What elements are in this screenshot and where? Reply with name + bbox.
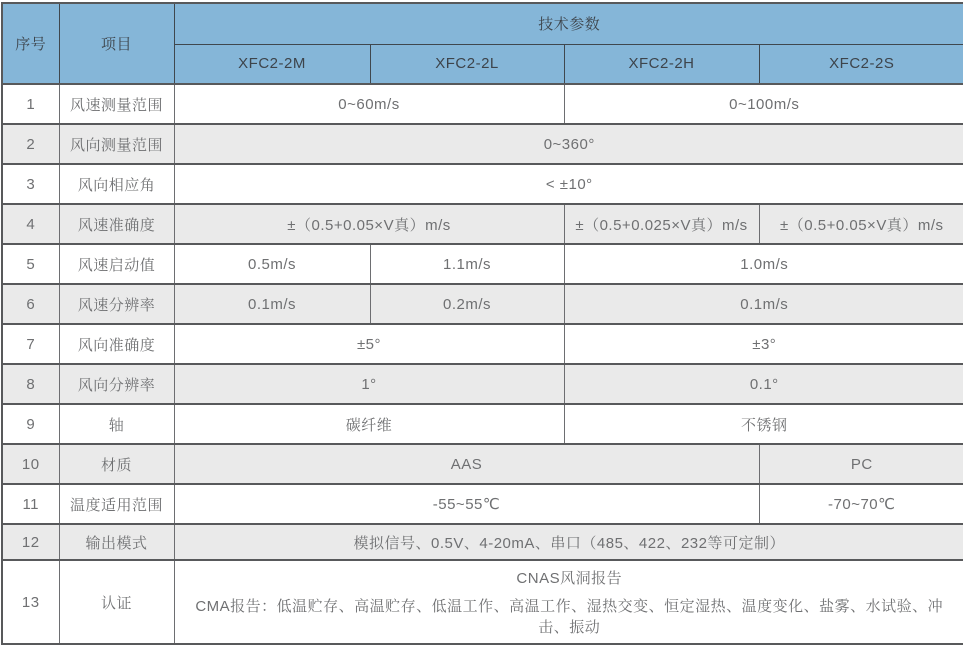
item-cell: 材质 [59,444,174,484]
value-cell: 0~360° [174,124,963,164]
header-serial-number: 序号 [2,3,59,84]
value-cell: 模拟信号、0.5V、4-20mA、串口（485、422、232等可定制） [174,524,963,560]
item-cell: 风速测量范围 [59,84,174,124]
row-number-cell: 2 [2,124,59,164]
table-row-wind-direction-range [2,124,963,164]
table-row-wind-direction-resolution [2,364,963,404]
row-number-cell: 3 [2,164,59,204]
value-cell: -70~70℃ [759,484,963,524]
header-model-xfc2-2m: XFC2-2M [174,44,370,84]
value-cell: 0.2m/s [370,284,564,324]
row-number-cell: 4 [2,204,59,244]
value-cell: 0.1° [564,364,963,404]
row-number-cell: 6 [2,284,59,324]
spec-table-header [2,3,963,84]
item-cell: 风速准确度 [59,204,174,244]
row-number-cell: 9 [2,404,59,444]
value-cell: 0.1m/s [564,284,963,324]
item-cell: 轴 [59,404,174,444]
item-cell: 风向分辨率 [59,364,174,404]
row-number-cell: 13 [2,560,59,644]
value-cell: < ±10° [174,164,963,204]
spec-table [1,2,963,645]
header-model-xfc2-2h: XFC2-2H [564,44,759,84]
value-cell: -55~55℃ [174,484,759,524]
header-tech-params: 技术参数 [174,3,963,44]
row-number-cell: 8 [2,364,59,404]
item-cell: 风向测量范围 [59,124,174,164]
header-model-xfc2-2l: XFC2-2L [370,44,564,84]
value-cell: 1° [174,364,564,404]
value-cell: ±（0.5+0.025×V真）m/s [564,204,759,244]
header-model-xfc2-2s: XFC2-2S [759,44,963,84]
table-row-wind-speed-range [2,84,963,124]
value-cell: 0~100m/s [564,84,963,124]
header-item: 项目 [59,3,174,84]
value-cell: 0.5m/s [174,244,370,284]
value-cell: 碳纤维 [174,404,564,444]
item-cell: 风向相应角 [59,164,174,204]
value-cell: 1.0m/s [564,244,963,284]
row-number-cell: 12 [2,524,59,560]
item-cell: 输出模式 [59,524,174,560]
certification-line-cma: CMA报告：低温贮存、高温贮存、低温工作、高温工作、湿热交变、恒定湿热、温度变化、盐雾、水试验、冲击、振动 [195,598,944,636]
row-number-cell: 5 [2,244,59,284]
value-cell: ±（0.5+0.05×V真）m/s [174,204,564,244]
table-row-output-mode [2,524,963,560]
value-cell: 不锈钢 [564,404,963,444]
value-cell: ±5° [174,324,564,364]
spec-table-body [2,84,963,644]
row-number-cell: 1 [2,84,59,124]
value-cell: ±（0.5+0.05×V真）m/s [759,204,963,244]
table-row-wind-speed-accuracy [2,204,963,244]
item-cell: 风速启动值 [59,244,174,284]
table-row-direction-response-angle [2,164,963,204]
table-row-material [2,444,963,484]
item-cell: 风速分辨率 [59,284,174,324]
table-row-shaft [2,404,963,444]
row-number-cell: 10 [2,444,59,484]
item-cell: 认证 [59,560,174,644]
value-cell: 0.1m/s [174,284,370,324]
table-row-certification [2,560,963,644]
value-cell: ±3° [564,324,963,364]
row-number-cell: 11 [2,484,59,524]
value-cell: 1.1m/s [370,244,564,284]
table-row-wind-speed-threshold [2,244,963,284]
value-cell: PC [759,444,963,484]
value-cell: 0~60m/s [174,84,564,124]
table-row-wind-direction-accuracy [2,324,963,364]
row-number-cell: 7 [2,324,59,364]
item-cell: 温度适用范围 [59,484,174,524]
value-cell: AAS [174,444,759,484]
table-row-wind-speed-resolution [2,284,963,324]
item-cell: 风向准确度 [59,324,174,364]
certification-line-cnas: CNAS风洞报告 [516,570,623,587]
header-row-params [2,3,963,44]
value-cell [174,560,963,644]
table-row-temperature-range [2,484,963,524]
